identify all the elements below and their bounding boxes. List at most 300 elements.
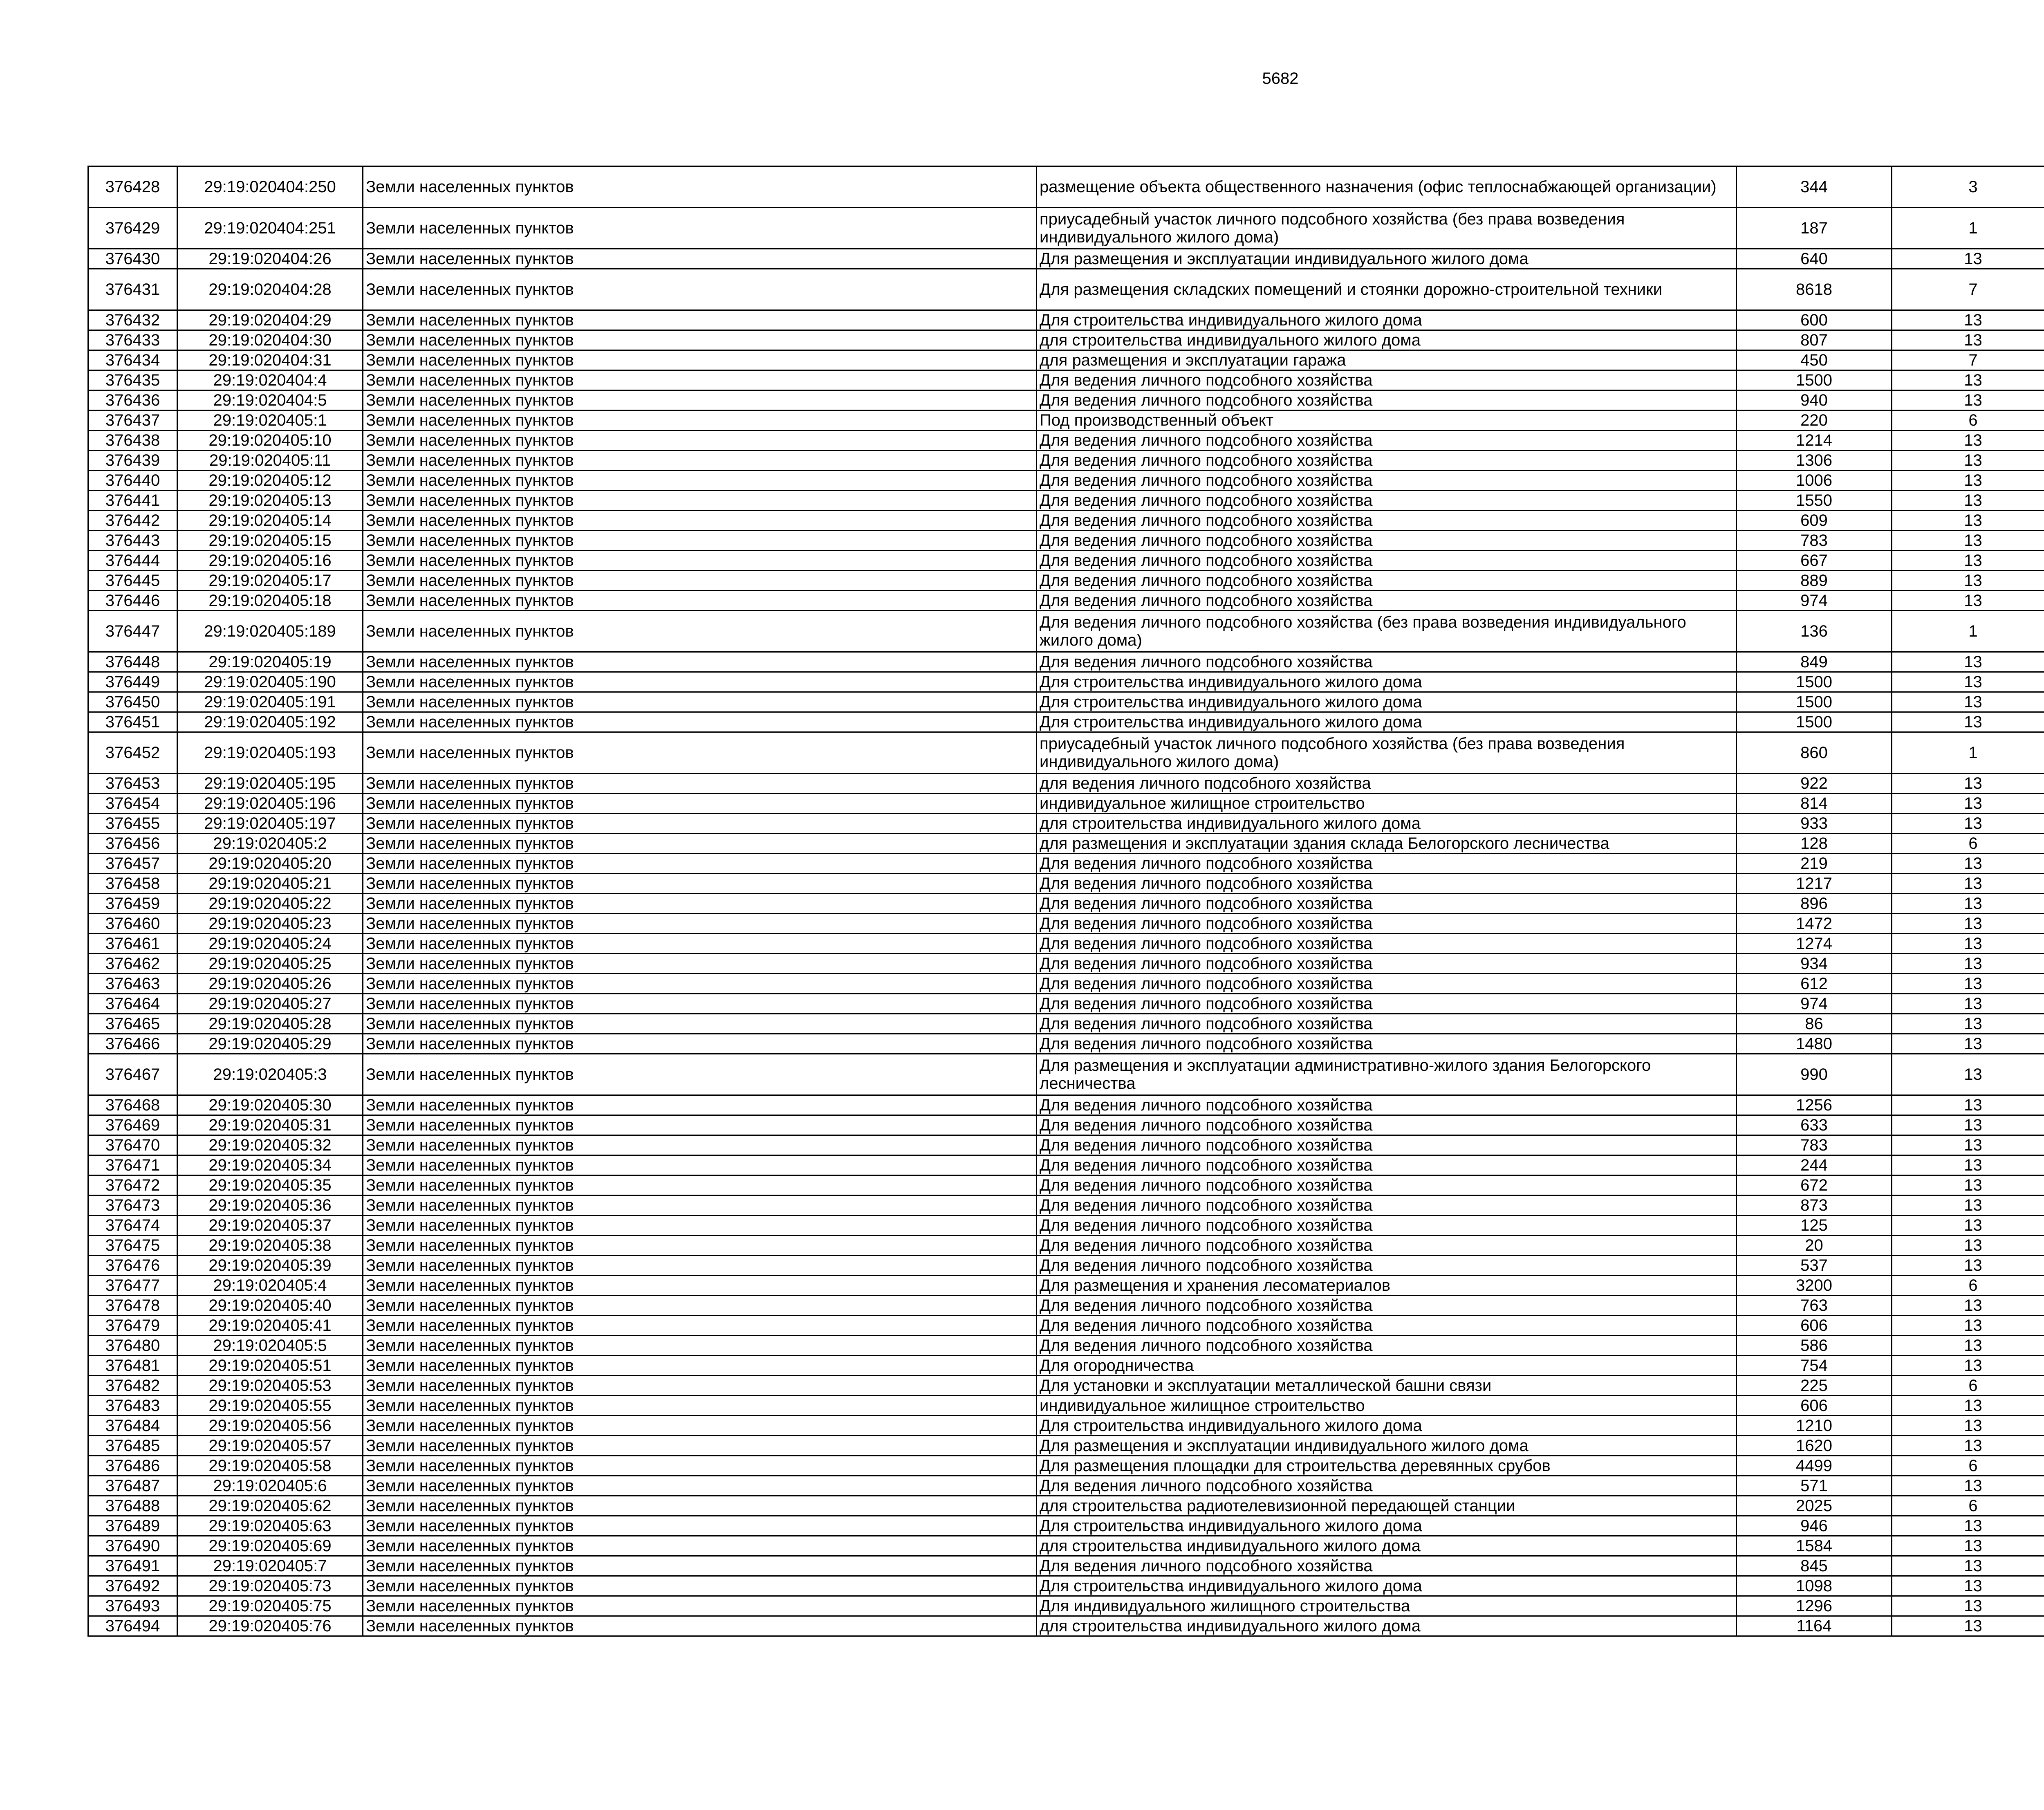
cell-area: 612 — [1737, 974, 1892, 994]
cell-group: 13 — [1892, 551, 2044, 571]
cell-permitted-use: Для ведения личного подсобного хозяйства — [1037, 1216, 1737, 1236]
cell-group: 13 — [1892, 1576, 2044, 1596]
cell-land-category: Земли населенных пунктов — [363, 794, 1037, 814]
cell-cadastral-number: 29:19:020405:56 — [177, 1416, 363, 1436]
table-row — [88, 1115, 2044, 1135]
cell-land-category: Земли населенных пунктов — [363, 1516, 1037, 1536]
cell-cadastral-number: 29:19:020405:40 — [177, 1296, 363, 1316]
cell-group: 6 — [1892, 1456, 2044, 1476]
cell-land-category: Земли населенных пунктов — [363, 1236, 1037, 1256]
table-row — [88, 551, 2044, 571]
cell-area: 600 — [1737, 310, 1892, 330]
cell-cadastral-number: 29:19:020405:192 — [177, 712, 363, 732]
cell-cadastral-number: 29:19:020405:26 — [177, 974, 363, 994]
cell-cadastral-number: 29:19:020405:24 — [177, 934, 363, 954]
table-row — [88, 1256, 2044, 1276]
cell-permitted-use: Для строительства индивидуального жилого дома — [1037, 310, 1737, 330]
cell-group: 13 — [1892, 652, 2044, 672]
cell-record-number: 376493 — [88, 1596, 177, 1616]
cell-land-category: Земли населенных пунктов — [363, 1175, 1037, 1195]
cell-group: 13 — [1892, 974, 2044, 994]
cell-area: 571 — [1737, 1476, 1892, 1496]
cell-record-number: 376488 — [88, 1496, 177, 1516]
cell-cadastral-number: 29:19:020405:5 — [177, 1336, 363, 1356]
cell-area: 1480 — [1737, 1034, 1892, 1054]
cell-cadastral-number: 29:19:020405:189 — [177, 611, 363, 652]
cell-permitted-use: Для ведения личного подсобного хозяйства — [1037, 511, 1737, 531]
cell-group: 13 — [1892, 370, 2044, 390]
cell-group: 6 — [1892, 1276, 2044, 1296]
table-row — [88, 1356, 2044, 1376]
cell-cadastral-number: 29:19:020405:23 — [177, 914, 363, 934]
cell-land-category: Земли населенных пунктов — [363, 310, 1037, 330]
cell-area: 896 — [1737, 894, 1892, 914]
table-row — [88, 794, 2044, 814]
cell-cadastral-number: 29:19:020405:21 — [177, 874, 363, 894]
cell-group: 13 — [1892, 1296, 2044, 1316]
table-row — [88, 1095, 2044, 1115]
cell-cadastral-number: 29:19:020405:62 — [177, 1496, 363, 1516]
cell-permitted-use: Для ведения личного подсобного хозяйства — [1037, 874, 1737, 894]
cell-permitted-use: для строительства индивидуального жилого дома — [1037, 1536, 1737, 1556]
table-row — [88, 732, 2044, 774]
cell-group: 6 — [1892, 834, 2044, 854]
cell-cadastral-number: 29:19:020405:57 — [177, 1436, 363, 1456]
cell-record-number: 376475 — [88, 1236, 177, 1256]
cell-area: 849 — [1737, 652, 1892, 672]
cell-land-category: Земли населенных пунктов — [363, 591, 1037, 611]
cell-record-number: 376452 — [88, 732, 177, 774]
cell-group: 13 — [1892, 330, 2044, 350]
table-row — [88, 531, 2044, 551]
cell-area: 1214 — [1737, 431, 1892, 451]
cell-permitted-use: Для строительства индивидуального жилого дома — [1037, 692, 1737, 712]
cell-group: 13 — [1892, 249, 2044, 269]
cell-area: 220 — [1737, 410, 1892, 431]
cell-group: 6 — [1892, 1496, 2044, 1516]
cell-group: 13 — [1892, 1155, 2044, 1175]
cell-area: 3200 — [1737, 1276, 1892, 1296]
cell-permitted-use: для размещения и эксплуатации здания склада Белогорского лесничества — [1037, 834, 1737, 854]
cell-group: 13 — [1892, 451, 2044, 471]
table-row — [88, 1596, 2044, 1616]
cell-record-number: 376454 — [88, 794, 177, 814]
cell-permitted-use: Для ведения личного подсобного хозяйства — [1037, 1115, 1737, 1135]
cell-group: 13 — [1892, 1416, 2044, 1436]
cell-permitted-use: размещение объекта общественного назначения (офис теплоснабжающей организации) — [1037, 166, 1737, 208]
cell-area: 990 — [1737, 1054, 1892, 1095]
cell-cadastral-number: 29:19:020405:58 — [177, 1456, 363, 1476]
cell-group: 13 — [1892, 431, 2044, 451]
table-row — [88, 994, 2044, 1014]
table-row — [88, 854, 2044, 874]
cell-group: 13 — [1892, 491, 2044, 511]
cell-group: 13 — [1892, 1175, 2044, 1195]
table-row — [88, 410, 2044, 431]
cell-permitted-use: Для строительства индивидуального жилого дома — [1037, 712, 1737, 732]
cell-group: 13 — [1892, 1054, 2044, 1095]
cell-area: 244 — [1737, 1155, 1892, 1175]
cell-permitted-use: индивидуальное жилищное строительство — [1037, 794, 1737, 814]
cell-area: 609 — [1737, 511, 1892, 531]
cell-record-number: 376477 — [88, 1276, 177, 1296]
cell-record-number: 376445 — [88, 571, 177, 591]
cell-area: 814 — [1737, 794, 1892, 814]
cell-permitted-use: Для ведения личного подсобного хозяйства — [1037, 1236, 1737, 1256]
cell-area: 860 — [1737, 732, 1892, 774]
cell-area: 537 — [1737, 1256, 1892, 1276]
cell-record-number: 376486 — [88, 1456, 177, 1476]
cell-area: 946 — [1737, 1516, 1892, 1536]
cell-record-number: 376478 — [88, 1296, 177, 1316]
cell-record-number: 376443 — [88, 531, 177, 551]
cell-cadastral-number: 29:19:020404:30 — [177, 330, 363, 350]
cell-land-category: Земли населенных пунктов — [363, 1416, 1037, 1436]
cell-permitted-use: Для ведения личного подсобного хозяйства — [1037, 451, 1737, 471]
table-row — [88, 712, 2044, 732]
cell-cadastral-number: 29:19:020405:1 — [177, 410, 363, 431]
cell-area: 667 — [1737, 551, 1892, 571]
cell-cadastral-number: 29:19:020405:69 — [177, 1536, 363, 1556]
cell-group: 6 — [1892, 1376, 2044, 1396]
cell-area: 86 — [1737, 1014, 1892, 1034]
table-row — [88, 310, 2044, 330]
cell-area: 1006 — [1737, 471, 1892, 491]
cell-permitted-use: Для ведения личного подсобного хозяйства — [1037, 894, 1737, 914]
cell-record-number: 376481 — [88, 1356, 177, 1376]
cell-record-number: 376453 — [88, 774, 177, 794]
cell-land-category: Земли населенных пунктов — [363, 834, 1037, 854]
table-row — [88, 834, 2044, 854]
table-row — [88, 1296, 2044, 1316]
cell-permitted-use: Для индивидуального жилищного строительства — [1037, 1596, 1737, 1616]
cell-permitted-use: Для ведения личного подсобного хозяйства — [1037, 1336, 1737, 1356]
cell-permitted-use: Для ведения личного подсобного хозяйства (без права возведения индивидуального жилого дома) — [1037, 611, 1737, 652]
cell-permitted-use: Для огородничества — [1037, 1356, 1737, 1376]
cell-record-number: 376482 — [88, 1376, 177, 1396]
cell-permitted-use: Для размещения и хранения лесоматериалов — [1037, 1276, 1737, 1296]
cell-record-number: 376469 — [88, 1115, 177, 1135]
cell-record-number: 376473 — [88, 1195, 177, 1216]
cell-land-category: Земли населенных пунктов — [363, 1616, 1037, 1636]
cell-permitted-use: Для ведения личного подсобного хозяйства — [1037, 1296, 1737, 1316]
cell-cadastral-number: 29:19:020405:38 — [177, 1236, 363, 1256]
cell-area: 922 — [1737, 774, 1892, 794]
cell-cadastral-number: 29:19:020405:30 — [177, 1095, 363, 1115]
cell-cadastral-number: 29:19:020405:7 — [177, 1556, 363, 1576]
cell-permitted-use: индивидуальное жилищное строительство — [1037, 1396, 1737, 1416]
cell-group: 13 — [1892, 874, 2044, 894]
table-body — [88, 166, 2044, 1636]
cell-cadastral-number: 29:19:020405:197 — [177, 814, 363, 834]
cell-cadastral-number: 29:19:020405:193 — [177, 732, 363, 774]
cell-cadastral-number: 29:19:020405:190 — [177, 672, 363, 692]
cell-land-category: Земли населенных пунктов — [363, 1135, 1037, 1155]
cell-permitted-use: Для ведения личного подсобного хозяйства — [1037, 531, 1737, 551]
cell-group: 13 — [1892, 1135, 2044, 1155]
table-row — [88, 1496, 2044, 1516]
cell-area: 1500 — [1737, 672, 1892, 692]
cell-permitted-use: Для ведения личного подсобного хозяйства — [1037, 954, 1737, 974]
cell-area: 2025 — [1737, 1496, 1892, 1516]
cell-permitted-use: Для ведения личного подсобного хозяйства — [1037, 1195, 1737, 1216]
cell-permitted-use: Для ведения личного подсобного хозяйства — [1037, 1155, 1737, 1175]
table-row — [88, 1195, 2044, 1216]
cell-cadastral-number: 29:19:020405:37 — [177, 1216, 363, 1236]
cell-group: 13 — [1892, 1236, 2044, 1256]
cell-cadastral-number: 29:19:020405:15 — [177, 531, 363, 551]
cell-record-number: 376438 — [88, 431, 177, 451]
cell-area: 1306 — [1737, 451, 1892, 471]
cell-group: 13 — [1892, 712, 2044, 732]
table-row — [88, 511, 2044, 531]
cell-cadastral-number: 29:19:020404:26 — [177, 249, 363, 269]
table-row — [88, 471, 2044, 491]
cell-permitted-use: Для ведения личного подсобного хозяйства — [1037, 591, 1737, 611]
cell-group: 13 — [1892, 894, 2044, 914]
cell-record-number: 376489 — [88, 1516, 177, 1536]
cell-record-number: 376430 — [88, 249, 177, 269]
cell-record-number: 376450 — [88, 692, 177, 712]
cell-cadastral-number: 29:19:020405:4 — [177, 1276, 363, 1296]
cell-permitted-use: Для ведения личного подсобного хозяйства — [1037, 994, 1737, 1014]
cell-permitted-use: Для размещения и эксплуатации административно-жилого здания Белогорского лесничества — [1037, 1054, 1737, 1095]
cell-permitted-use: Для ведения личного подсобного хозяйства — [1037, 1316, 1737, 1336]
cell-permitted-use: для строительства радиотелевизионной передающей станции — [1037, 1496, 1737, 1516]
cell-group: 13 — [1892, 571, 2044, 591]
cell-area: 1217 — [1737, 874, 1892, 894]
cell-land-category: Земли населенных пунктов — [363, 814, 1037, 834]
cell-area: 845 — [1737, 1556, 1892, 1576]
cell-cadastral-number: 29:19:020405:31 — [177, 1115, 363, 1135]
cell-group: 13 — [1892, 934, 2044, 954]
cell-cadastral-number: 29:19:020405:28 — [177, 1014, 363, 1034]
cell-land-category: Земли населенных пунктов — [363, 1556, 1037, 1576]
cell-permitted-use: Для установки и эксплуатации металлической башни связи — [1037, 1376, 1737, 1396]
cell-record-number: 376463 — [88, 974, 177, 994]
cell-cadastral-number: 29:19:020405:27 — [177, 994, 363, 1014]
cell-group: 13 — [1892, 794, 2044, 814]
table-row — [88, 370, 2044, 390]
table-row — [88, 1396, 2044, 1416]
cell-cadastral-number: 29:19:020405:12 — [177, 471, 363, 491]
cell-land-category: Земли населенных пунктов — [363, 1356, 1037, 1376]
cell-permitted-use: для строительства индивидуального жилого дома — [1037, 1616, 1737, 1636]
cell-land-category: Земли населенных пунктов — [363, 410, 1037, 431]
cell-record-number: 376479 — [88, 1316, 177, 1336]
cell-land-category: Земли населенных пунктов — [363, 370, 1037, 390]
cell-record-number: 376466 — [88, 1034, 177, 1054]
cell-group: 13 — [1892, 994, 2044, 1014]
cell-area: 763 — [1737, 1296, 1892, 1316]
table-row — [88, 166, 2044, 208]
table-row — [88, 491, 2044, 511]
cell-record-number: 376471 — [88, 1155, 177, 1175]
cell-land-category: Земли населенных пунктов — [363, 208, 1037, 249]
cell-record-number: 376462 — [88, 954, 177, 974]
cell-group: 13 — [1892, 1616, 2044, 1636]
table-row — [88, 874, 2044, 894]
cell-cadastral-number: 29:19:020404:4 — [177, 370, 363, 390]
cell-group: 1 — [1892, 732, 2044, 774]
cell-land-category: Земли населенных пунктов — [363, 974, 1037, 994]
cell-permitted-use: Для ведения личного подсобного хозяйства — [1037, 1476, 1737, 1496]
cell-group: 6 — [1892, 410, 2044, 431]
cell-record-number: 376433 — [88, 330, 177, 350]
cell-cadastral-number: 29:19:020405:35 — [177, 1175, 363, 1195]
cell-record-number: 376460 — [88, 914, 177, 934]
table-row — [88, 1616, 2044, 1636]
cell-cadastral-number: 29:19:020405:55 — [177, 1396, 363, 1416]
cell-area: 128 — [1737, 834, 1892, 854]
cell-cadastral-number: 29:19:020405:29 — [177, 1034, 363, 1054]
cell-land-category: Земли населенных пунктов — [363, 1195, 1037, 1216]
table-row — [88, 1135, 2044, 1155]
cell-land-category: Земли населенных пунктов — [363, 914, 1037, 934]
cell-permitted-use: Для строительства индивидуального жилого дома — [1037, 672, 1737, 692]
table-row — [88, 431, 2044, 451]
table-row — [88, 1536, 2044, 1556]
table-row — [88, 330, 2044, 350]
cell-permitted-use: Для размещения складских помещений и стоянки дорожно-строительной техники — [1037, 269, 1737, 310]
cell-land-category: Земли населенных пунктов — [363, 1256, 1037, 1276]
cell-record-number: 376437 — [88, 410, 177, 431]
cell-permitted-use: Для размещения и эксплуатации индивидуального жилого дома — [1037, 1436, 1737, 1456]
cell-cadastral-number: 29:19:020404:31 — [177, 350, 363, 370]
cell-land-category: Земли населенных пунктов — [363, 571, 1037, 591]
cell-land-category: Земли населенных пунктов — [363, 934, 1037, 954]
cell-land-category: Земли населенных пунктов — [363, 774, 1037, 794]
cell-land-category: Земли населенных пунктов — [363, 1476, 1037, 1496]
cell-cadastral-number: 29:19:020405:51 — [177, 1356, 363, 1376]
cell-area: 125 — [1737, 1216, 1892, 1236]
cell-group: 13 — [1892, 471, 2044, 491]
cell-land-category: Земли населенных пунктов — [363, 1496, 1037, 1516]
cell-cadastral-number: 29:19:020405:196 — [177, 794, 363, 814]
cell-land-category: Земли населенных пунктов — [363, 894, 1037, 914]
cell-record-number: 376461 — [88, 934, 177, 954]
cell-group: 13 — [1892, 511, 2044, 531]
cell-group: 13 — [1892, 1556, 2044, 1576]
cell-land-category: Земли населенных пунктов — [363, 390, 1037, 410]
cell-area: 974 — [1737, 994, 1892, 1014]
cell-area: 889 — [1737, 571, 1892, 591]
cell-group: 13 — [1892, 1195, 2044, 1216]
cell-land-category: Земли населенных пунктов — [363, 551, 1037, 571]
table-row — [88, 1516, 2044, 1536]
cell-land-category: Земли населенных пунктов — [363, 451, 1037, 471]
table-row — [88, 1476, 2044, 1496]
cell-record-number: 376439 — [88, 451, 177, 471]
cell-cadastral-number: 29:19:020405:32 — [177, 1135, 363, 1155]
cell-record-number: 376470 — [88, 1135, 177, 1155]
cell-group: 13 — [1892, 1536, 2044, 1556]
cell-land-category: Земли населенных пунктов — [363, 531, 1037, 551]
cell-land-category: Земли населенных пунктов — [363, 1216, 1037, 1236]
cell-cadastral-number: 29:19:020405:19 — [177, 652, 363, 672]
table-row — [88, 269, 2044, 310]
cell-land-category: Земли населенных пунктов — [363, 874, 1037, 894]
cell-permitted-use: для ведения личного подсобного хозяйства — [1037, 774, 1737, 794]
cell-land-category: Земли населенных пунктов — [363, 1336, 1037, 1356]
cell-record-number: 376448 — [88, 652, 177, 672]
cell-area: 20 — [1737, 1236, 1892, 1256]
cell-cadastral-number: 29:19:020405:10 — [177, 431, 363, 451]
cell-cadastral-number: 29:19:020404:29 — [177, 310, 363, 330]
cell-cadastral-number: 29:19:020405:53 — [177, 1376, 363, 1396]
cell-permitted-use: для размещения и эксплуатации гаража — [1037, 350, 1737, 370]
cell-land-category: Земли населенных пунктов — [363, 1155, 1037, 1175]
cell-cadastral-number: 29:19:020404:5 — [177, 390, 363, 410]
cell-permitted-use: приусадебный участок личного подсобного хозяйства (без права возведения индивидуального жилого дома) — [1037, 208, 1737, 249]
cell-cadastral-number: 29:19:020405:3 — [177, 1054, 363, 1095]
cell-record-number: 376451 — [88, 712, 177, 732]
cell-permitted-use: для строительства индивидуального жилого дома — [1037, 330, 1737, 350]
cell-permitted-use: Для ведения личного подсобного хозяйства — [1037, 914, 1737, 934]
cell-land-category: Земли населенных пунктов — [363, 954, 1037, 974]
cell-area: 1274 — [1737, 934, 1892, 954]
cell-record-number: 376428 — [88, 166, 177, 208]
table-row — [88, 591, 2044, 611]
cell-land-category: Земли населенных пунктов — [363, 1115, 1037, 1135]
cell-area: 1210 — [1737, 1416, 1892, 1436]
cell-permitted-use: Для ведения личного подсобного хозяйства — [1037, 854, 1737, 874]
cell-cadastral-number: 29:19:020405:14 — [177, 511, 363, 531]
cell-land-category: Земли населенных пунктов — [363, 652, 1037, 672]
cell-permitted-use: приусадебный участок личного подсобного хозяйства (без права возведения индивидуального жилого дома) — [1037, 732, 1737, 774]
cell-area: 1472 — [1737, 914, 1892, 934]
cell-record-number: 376441 — [88, 491, 177, 511]
cell-area: 8618 — [1737, 269, 1892, 310]
cell-permitted-use: Для ведения личного подсобного хозяйства — [1037, 1175, 1737, 1195]
cell-area: 1584 — [1737, 1536, 1892, 1556]
cell-permitted-use: Для ведения личного подсобного хозяйства — [1037, 551, 1737, 571]
cell-land-category: Земли населенных пунктов — [363, 611, 1037, 652]
cell-area: 187 — [1737, 208, 1892, 249]
cell-cadastral-number: 29:19:020405:22 — [177, 894, 363, 914]
table-row — [88, 894, 2044, 914]
cell-group: 13 — [1892, 1396, 2044, 1416]
cell-area: 873 — [1737, 1195, 1892, 1216]
cell-area: 640 — [1737, 249, 1892, 269]
cell-group: 13 — [1892, 1516, 2044, 1536]
cell-cadastral-number: 29:19:020405:39 — [177, 1256, 363, 1276]
cell-land-category: Земли населенных пунктов — [363, 732, 1037, 774]
cell-record-number: 376464 — [88, 994, 177, 1014]
cell-cadastral-number: 29:19:020405:20 — [177, 854, 363, 874]
table-row — [88, 914, 2044, 934]
cell-cadastral-number: 29:19:020405:41 — [177, 1316, 363, 1336]
land-cadastral-table — [87, 166, 2044, 1637]
cell-land-category: Земли населенных пунктов — [363, 1095, 1037, 1115]
cell-permitted-use: Для ведения личного подсобного хозяйства — [1037, 491, 1737, 511]
cell-record-number: 376484 — [88, 1416, 177, 1436]
cell-land-category: Земли населенных пунктов — [363, 1536, 1037, 1556]
cell-group: 13 — [1892, 1256, 2044, 1276]
cell-group: 13 — [1892, 914, 2044, 934]
cell-land-category: Земли населенных пунктов — [363, 1396, 1037, 1416]
cell-group: 13 — [1892, 1115, 2044, 1135]
cell-area: 672 — [1737, 1175, 1892, 1195]
cell-area: 754 — [1737, 1356, 1892, 1376]
cell-cadastral-number: 29:19:020405:73 — [177, 1576, 363, 1596]
cell-area: 1098 — [1737, 1576, 1892, 1596]
cell-group: 13 — [1892, 1356, 2044, 1376]
cell-group: 13 — [1892, 531, 2044, 551]
cell-group: 13 — [1892, 1316, 2044, 1336]
cell-area: 225 — [1737, 1376, 1892, 1396]
cell-land-category: Земли населенных пунктов — [363, 1296, 1037, 1316]
